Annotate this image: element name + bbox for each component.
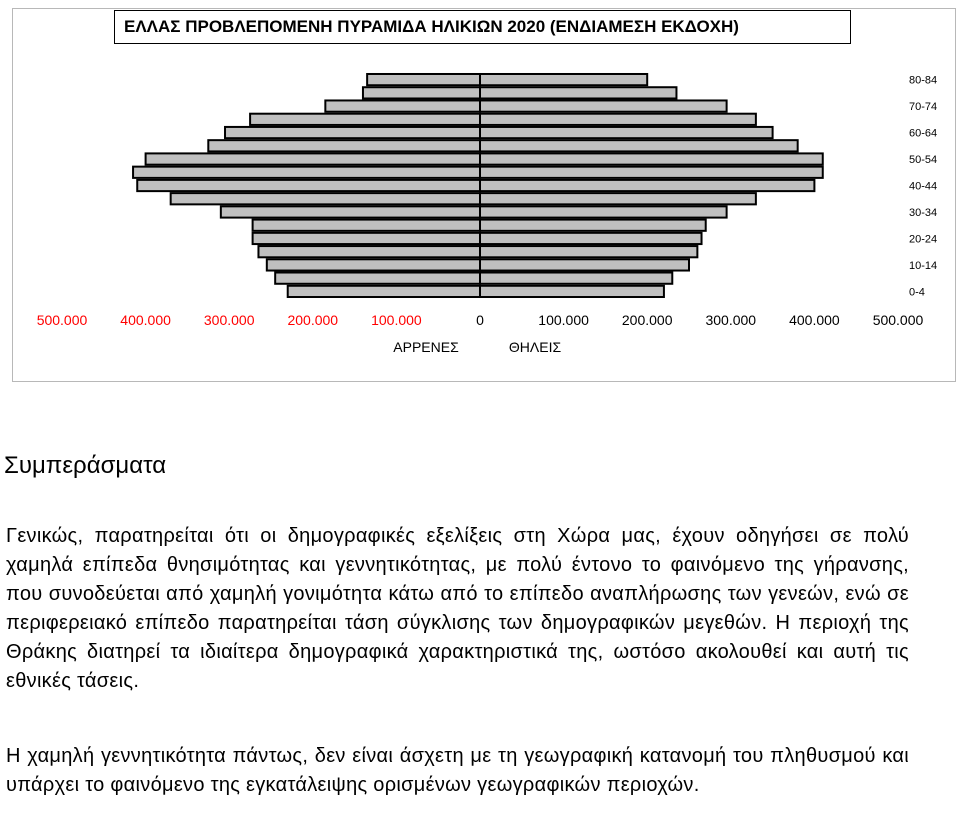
bar-male-35-39 <box>171 193 480 204</box>
age-tick-label: 70-74 <box>909 101 938 114</box>
age-tick-label: 60-64 <box>909 127 938 140</box>
bar-female-70-74 <box>480 100 727 111</box>
bar-male-25-29 <box>253 220 480 231</box>
bar-female-20-24 <box>480 233 702 244</box>
bar-male-80-84 <box>367 74 480 85</box>
bar-female-5-9 <box>480 273 672 284</box>
population-pyramid-chart <box>0 0 960 400</box>
bar-female-35-39 <box>480 193 756 204</box>
bar-male-5-9 <box>275 273 480 284</box>
bar-male-50-54 <box>146 153 480 164</box>
age-tick-label: 50-54 <box>909 154 938 167</box>
bar-male-75-79 <box>363 87 480 98</box>
bar-female-30-34 <box>480 206 727 217</box>
x-tick-label: 200.000 <box>287 312 339 328</box>
chart-title: ΕΛΛΑΣ ΠΡΟΒΛΕΠΟΜΕΝΗ ΠΥΡΑΜΙΔΑ ΗΛΙΚΙΩΝ 2020 (ΕΝΔΙΑΜΕΣΗ ΕΚΔΟΧΗ) <box>114 10 851 44</box>
bar-female-0-4 <box>480 286 664 297</box>
age-tick-label: 0-4 <box>909 286 925 299</box>
x-tick-label: 100.000 <box>371 312 422 328</box>
conclusions-heading: Συμπεράσματα <box>4 452 167 479</box>
bar-female-10-14 <box>480 259 689 270</box>
series-label-female: ΘΗΛΕΙΣ <box>508 339 562 355</box>
bar-male-70-74 <box>325 100 480 111</box>
x-tick-label: 400.000 <box>789 312 840 328</box>
bar-male-15-19 <box>258 246 480 257</box>
bar-male-10-14 <box>267 259 480 270</box>
bar-female-15-19 <box>480 246 697 257</box>
x-tick-label: 300.000 <box>705 312 757 328</box>
bar-female-50-54 <box>480 153 823 164</box>
bar-female-40-44 <box>480 180 814 191</box>
bar-male-45-49 <box>133 167 480 178</box>
bar-male-55-59 <box>208 140 480 151</box>
x-tick-label: 200.000 <box>621 312 673 328</box>
bar-female-75-79 <box>480 87 676 98</box>
x-tick-label: 100.000 <box>538 312 589 328</box>
bar-male-60-64 <box>225 127 480 138</box>
bar-female-65-69 <box>480 114 756 125</box>
series-label-male: ΑΡΡΕΝΕΣ <box>393 339 459 355</box>
bar-female-45-49 <box>480 167 823 178</box>
x-tick-label: 400.000 <box>120 312 171 328</box>
age-tick-label: 40-44 <box>909 180 938 193</box>
bar-male-40-44 <box>137 180 480 191</box>
conclusions-paragraph-2: Η χαμηλή γεννητικότητα πάντως, δεν είναι άσχετη με τη γεωγραφική κατανομή του πληθυσμού και υπάρχει το φαινόμενο της εγκατάλειψης ορισμένων γεωγραφικών περιοχών. <box>6 745 909 796</box>
age-tick-label: 80-84 <box>909 74 938 87</box>
age-tick-label: 20-24 <box>909 233 938 246</box>
age-tick-label: 10-14 <box>909 259 938 272</box>
bar-female-80-84 <box>480 74 647 85</box>
x-tick-label: 300.000 <box>203 312 255 328</box>
bar-female-55-59 <box>480 140 798 151</box>
bar-male-0-4 <box>288 286 480 297</box>
conclusions-paragraph-1: Γενικώς, παρατηρείται ότι οι δημογραφικές εξελίξεις στη Χώρα μας, έχουν οδηγήσει σε πολύ χαμηλά επίπεδα θνησιμότητας και γεννητικότητας, με πολύ έντονο το φαινόμενο της γήρανσης, που συνοδεύεται από χαμηλή γονιμότητα κάτω από το επίπεδο αναπλήρωσης των γενεών, ενώ σε περιφερειακό επίπεδο παρατηρείται τάση σύγκλισης των δημογραφικών μεγεθών. Η περιοχή της Θράκης διατηρεί τα ιδιαίτερα δημογραφικά χαρακτηριστικά της, ωστόσο ακολουθεί και αυτή τις εθνικές τάσεις. <box>6 525 909 692</box>
bar-male-65-69 <box>250 114 480 125</box>
bar-male-20-24 <box>253 233 480 244</box>
age-tick-label: 30-34 <box>909 206 938 219</box>
x-tick-label: 500.000 <box>872 312 924 328</box>
bar-female-25-29 <box>480 220 706 231</box>
x-tick-label: 500.000 <box>36 312 88 328</box>
bar-female-60-64 <box>480 127 773 138</box>
bar-male-30-34 <box>221 206 480 217</box>
x-tick-label: 0 <box>476 312 484 328</box>
